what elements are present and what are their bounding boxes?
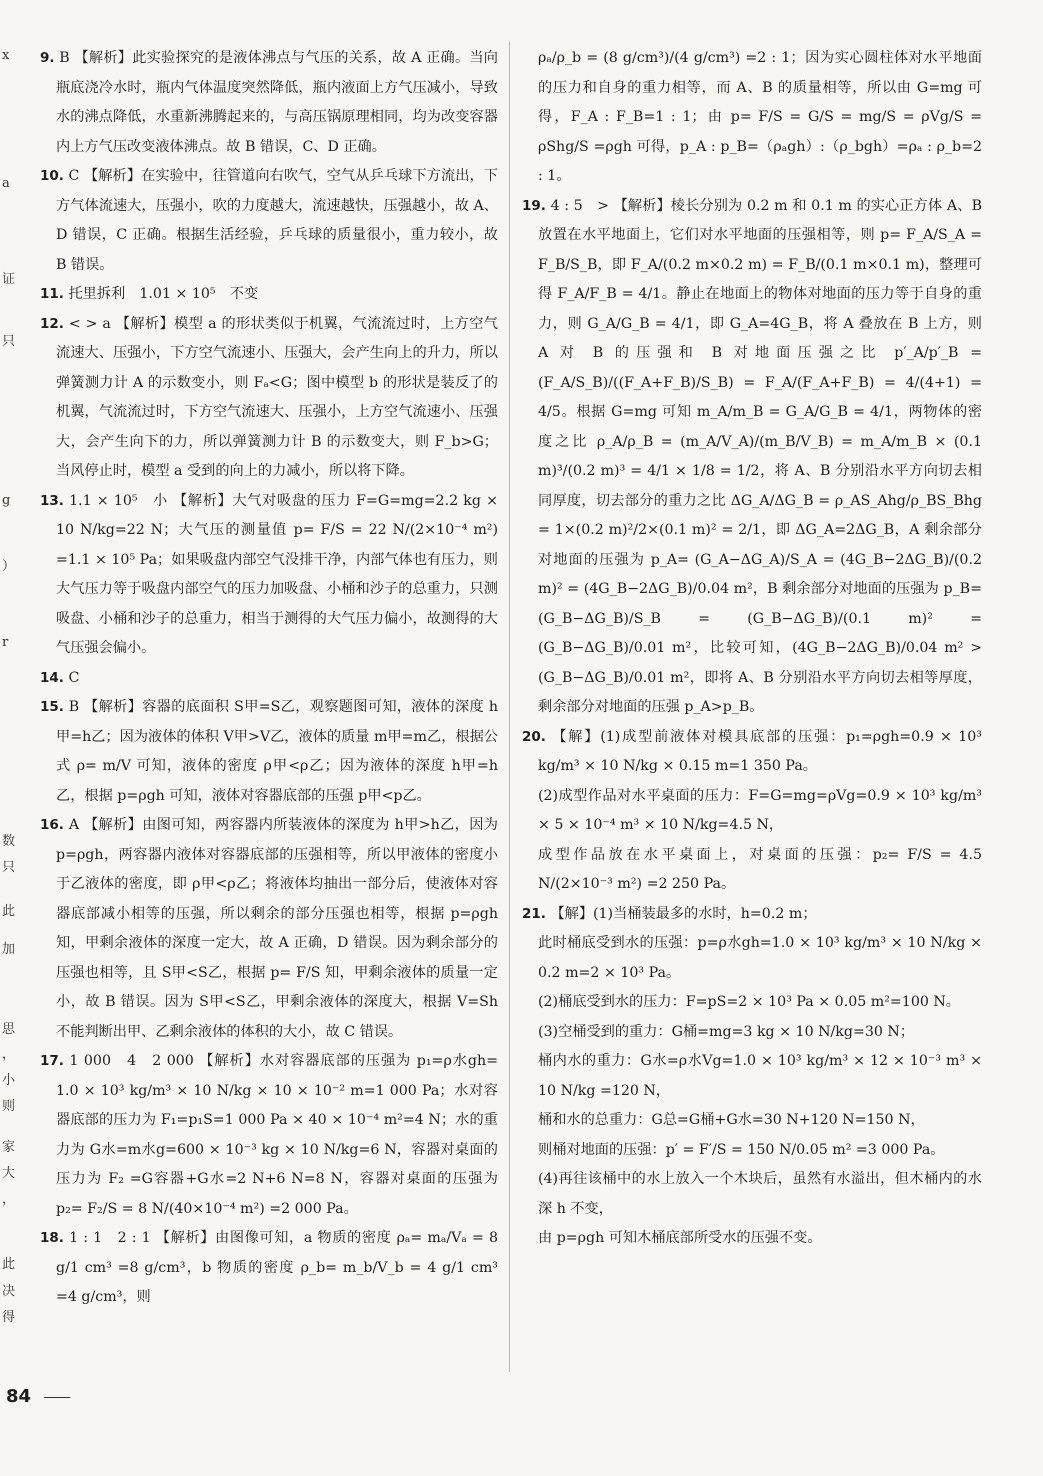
answer-item	[522, 1165, 982, 1224]
answer-number: 18.	[40, 1230, 64, 1246]
margin-fragment: x	[2, 48, 10, 63]
answer-text: C 【解析】在实验中，往管道向右吹气，空气从乒乓球下方流出，下方气体流速大，压强小，吹的力度越大，流速越快，压强越小，故 A、D 错误，C 正确。根据生活经验，乒乓球的质量很小，重力较小，故 B 错误。	[56, 168, 498, 273]
margin-fragment: ）	[2, 559, 16, 574]
answer-item	[40, 1224, 498, 1313]
answer-text: < > a 【解析】模型 a 的形状类似于机翼，气流流过时，上方空气流速大、压强小，下方空气流速小、压强大，会产生向上的升力，所以弹簧测力计 A 的示数变小，则 Fₐ<G；图中模型 b 的形状是装反了的机翼，气流流过时，下方空气流速大、压强小，上方空气流速小、压强大，会产生向下的力，所以弹簧测力计 B 的示数变大，则 F_b>G；当风停止时，模型 a 受到的向上的力减小，所以将下降。	[56, 315, 498, 479]
answer-item	[522, 192, 982, 723]
answer-number: 14.	[40, 669, 64, 686]
answer-item	[522, 900, 982, 930]
answer-number: 16.	[40, 817, 64, 833]
answer-text: 1 000 4 2 000 【解析】水对容器底部的压强为 p₁=ρ水gh= 1.0 × 10³ kg/m³ × 10 N/kg × 10 × 10⁻² m=1 000 Pa；水对容器底部的压力为 F₁=p₁S=1 000 Pa × 40 × 10⁻⁴ m²=4 N；水的重力为 G水=m水g=600 × 10⁻³ kg × 10 N/kg=6 N，容器对桌面的压力为 F₂ =G容器+G水=2 N+6 N=8 N，容器对桌面的压强为 p₂= F₂/S = 8 N/(40×10⁻⁴ m²) =2 000 Pa。	[56, 1053, 499, 1217]
answer-text: B 【解析】此实验探究的是液体沸点与气压的关系，故 A 正确。当向瓶底浇冷水时，瓶内气体温度突然降低，瓶内液面上方气压减小，导致水的沸点降低，水重新沸腾起来的，与高压锅原理相同，均为改变容器内上方气压改变液体沸点。故 B 错误，C、D 正确。	[56, 50, 498, 155]
answer-number: 9.	[40, 50, 55, 66]
answer-text: 成型作品放在水平桌面上，对桌面的压强：p₂= F/S = 4.5 N/(2×10⁻³ m²) =2 250 Pa。	[538, 846, 982, 892]
answer-item	[522, 1047, 982, 1106]
margin-fragment: g	[2, 493, 11, 508]
answer-item	[40, 664, 498, 694]
answer-text: 桶和水的总重力：G总=G桶+G水=30 N+120 N=150 N，	[538, 1112, 925, 1128]
answer-number: 12.	[40, 315, 64, 332]
left-answer-column	[40, 44, 498, 1313]
answer-item	[40, 811, 498, 1047]
answer-number: 15.	[40, 699, 64, 715]
answer-item	[522, 1018, 982, 1048]
answer-text: 1 : 1 2 : 1 【解析】由图像可知，a 物质的密度 ρₐ= mₐ/Vₐ = 8 g/1 cm³ =8 g/cm³，b 物质的密度 ρ_b= m_b/V_b = 4 g/1 cm³ =4 g/cm³，则	[56, 1230, 499, 1305]
answer-text: 4 : 5 > 【解析】棱长分别为 0.2 m 和 0.1 m 的实心正方体 A、B 放置在水平地面上，它们对水平地面的压强相等，则 p= F_A/S_A = F_B/S_B，即 F_A/(0.2 m×0.2 m) = F_B/(0.1 m×0.1 m)，整理可得 F_A/F_B = 4/1。静止在地面上的物体对地面的压力等于自身的重力，则 G_A/G_B = 4/1，即 G_A=4G_B，将 A 叠放在 B 上方，则 A 对 B 的压强和 B 对地面压强之比 p′_A/p′_B = (F_A/S_B)/((F_A+F_B)/S_B) = F_A/(F_A+F_B) = 4/(4+1) = 4/5。根据 G=mg 可知 m_A/m_B = G_A/G_B = 4/1，两物体的密度之比 ρ_A/ρ_B = (m_A/V_A)/(m_B/V_B) = m_A/m_B × (0.1 m)³/(0.2 m)³ = 4/1 × 1/8 = 1/2，将 A、B 分别沿水平方向切去相同厚度，切去部分的重力之比 ΔG_A/ΔG_B = ρ_AS_Ahg/ρ_BS_Bhg = 1×(0.2 m)²/2×(0.1 m)² = 2/1，即 ΔG_A=2ΔG_B，A 剩余部分对地面的压强为 p_A= (G_A−ΔG_A)/S_A = (4G_B−2ΔG_B)/(0.2 m)² = (4G_B−2ΔG_B)/0.04 m²，B 剩余部分对地面的压强为 p_B= (G_B−ΔG_B)/S_B = (G_B−ΔG_B)/(0.1 m)² = (G_B−ΔG_B)/0.01 m²，比较可知，(4G_B−2ΔG_B)/0.04 m² > (G_B−ΔG_B)/0.01 m²，即将 A、B 分别沿水平方向切去相等厚度，剩余部分对地面的压强 p_A>p_B。	[538, 197, 982, 715]
answer-item	[522, 1136, 982, 1166]
answer-number: 20.	[522, 728, 546, 745]
margin-fragment: 得	[2, 1310, 16, 1325]
answer-text: 桶内水的重力：G水=ρ水Vg=1.0 × 10³ kg/m³ × 12 × 10⁻³ m³ × 10 N/kg =120 N，	[538, 1053, 982, 1099]
page-number-dash	[44, 1397, 70, 1398]
margin-fragment: 思	[2, 1022, 16, 1037]
right-answer-column	[522, 44, 982, 1254]
page-number: 84	[6, 1386, 32, 1407]
margin-fragment: 大	[2, 1166, 16, 1181]
answer-item	[522, 723, 982, 782]
answer-text: 【解】(1)当桶装最多的水时，h=0.2 m；	[550, 905, 817, 922]
answer-text: 1.1 × 10⁵ 小 【解析】大气对吸盘的压力 F=G=mg=2.2 kg × 10 N/kg=22 N；大气压的测量值 p= F/S = 22 N/(2×10⁻⁴ m²) =1.1 × 10⁵ Pa；如果吸盘内部空气没排干净，内部气体也有压力，则大气压力等于吸盘内部空气的压力加吸盘、小桶和沙子的总重力，只测吸盘、小桶和沙子的总重力，相当于测得的大气压力偏小，故测得的大气压强会偏小。	[56, 492, 498, 656]
answer-item	[40, 310, 498, 487]
answer-number: 11.	[40, 286, 64, 302]
answer-text: C	[68, 669, 80, 686]
answer-item	[522, 44, 982, 192]
answer-item	[40, 693, 498, 811]
answer-text: 此时桶底受到水的压强：p=ρ水gh=1.0 × 10³ kg/m³ × 10 N/kg × 0.2 m=2 × 10³ Pa。	[538, 935, 982, 981]
answer-text: B 【解析】容器的底面积 S甲=S乙，观察题图可知，液体的深度 h甲=h乙；因为液体的体积 V甲>V乙，液体的质量 m甲=m乙，根据公式 ρ= m/V 可知，液体的密度 ρ甲<ρ乙；因为液体的深度 h甲=h乙，根据 p=ρgh 可知，液体对容器底部的压强 p甲<p乙。	[56, 699, 499, 804]
margin-fragment: 小	[2, 1073, 16, 1088]
margin-fragment: 此	[2, 904, 16, 919]
answer-item	[40, 1047, 498, 1224]
answer-text: (3)空桶受到的重力：G桶=mg=3 kg × 10 N/kg=30 N；	[538, 1023, 915, 1040]
answer-item	[522, 1224, 982, 1254]
answer-text: (4)再往该桶中的水上放入一个木块后，虽然有水溢出，但木桶内的水深 h 不变，	[538, 1171, 982, 1217]
margin-fragment: 加	[2, 942, 16, 957]
answer-item	[522, 1106, 982, 1136]
answer-text: A 【解析】由图可知，两容器内所装液体的深度为 h甲>h乙，因为 p=ρgh，两容器内液体对容器底部的压强相等，所以甲液体的密度小于乙液体的密度，即 ρ甲<ρ乙；将液体均抽出一部分后，使液体对容器底部减小相等的压强，所以剩余的部分压强也相等，根据 p=ρgh 知，甲剩余液体的深度一定大，故 A 正确，D 错误。因为剩余部分的压强也相等，且 S甲<S乙，根据 p= F/S 知，甲剩余液体的质量一定小，故 B 错误。因为 S甲<S乙，甲剩余液体的深度大，根据 V=Sh 不能判断出甲、乙剩余液体的体积的大小，故 C 错误。	[56, 817, 498, 1040]
answer-text: (2)成型作品对水平桌面的压力：F=G=mg=ρVg=0.9 × 10³ kg/m³ × 5 × 10⁻⁴ m³ × 10 N/kg=4.5 N，	[538, 787, 982, 833]
answer-number: 10.	[40, 168, 64, 184]
answer-text: ρₐ/ρ_b = (8 g/cm³)/(4 g/cm³) =2 : 1；因为实心圆柱体对水平地面的压力和自身的重力相等，而 A、B 的质量相等，所以由 G=mg 可得，F_A : F_B=1 : 1；由 p= F/S = G/S = mg/S = ρVg/S = ρShg/S =ρgh 可得，p_A : p_B=（ρₐgh）:（ρ_bgh）=ρₐ : ρ_b=2 : 1。	[538, 50, 982, 184]
answer-item	[522, 782, 982, 841]
margin-fragment: 数	[2, 834, 16, 849]
margin-fragment: 家	[2, 1140, 16, 1155]
margin-fragment: a	[2, 176, 10, 191]
margin-fragment: 只	[2, 860, 16, 875]
margin-fragment: r	[2, 635, 9, 650]
answer-text: 【解】(1)成型前液体对模具底部的压强：p₁=ρgh=0.9 × 10³ kg/m³ × 10 N/kg × 0.15 m=1 350 Pa。	[538, 728, 982, 774]
answer-text: 则桶对地面的压强：p′ = F′/S = 150 N/0.05 m² =3 000 Pa。	[538, 1141, 945, 1158]
answer-text: 由 p=ρgh 可知木桶底部所受水的压强不变。	[538, 1230, 822, 1246]
answer-item	[40, 44, 498, 162]
answer-item	[40, 162, 498, 280]
margin-fragment: 证	[2, 272, 16, 287]
margin-fragment: 只	[2, 334, 16, 349]
answer-number: 21.	[522, 905, 546, 922]
answer-number: 17.	[40, 1053, 64, 1069]
answer-item	[522, 841, 982, 900]
margin-fragment: ，	[2, 1047, 16, 1062]
answer-item	[40, 487, 498, 664]
margin-fragment: 决	[2, 1284, 16, 1299]
answer-item	[40, 280, 498, 310]
margin-fragment: 则	[2, 1099, 16, 1114]
column-divider	[509, 42, 510, 1372]
answer-item	[522, 929, 982, 988]
answer-item	[522, 988, 982, 1018]
answer-number: 19.	[522, 197, 546, 214]
margin-fragment: 此	[2, 1257, 16, 1272]
margin-fragment: ，	[2, 1192, 16, 1207]
answer-text: (2)桶底受到水的压力：F=pS=2 × 10³ Pa × 0.05 m²=100 N。	[538, 994, 960, 1010]
answer-text: 托里拆利 1.01 × 10⁵ 不变	[68, 286, 259, 302]
answer-number: 13.	[40, 492, 64, 509]
